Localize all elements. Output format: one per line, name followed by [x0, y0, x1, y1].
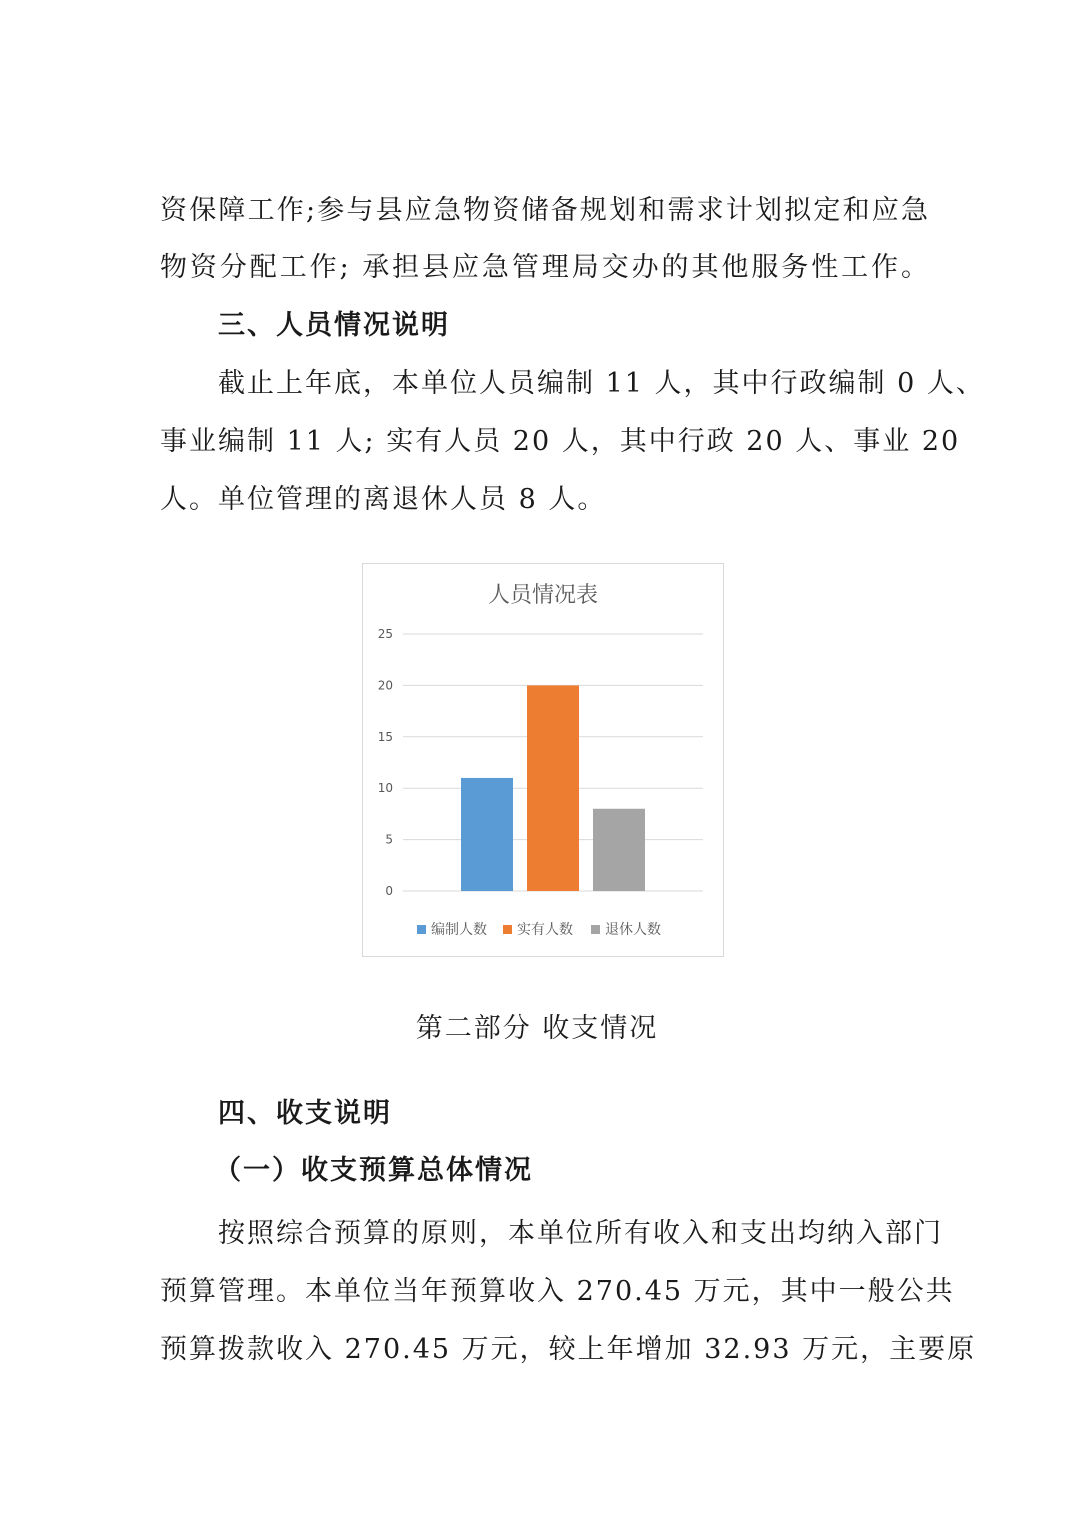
section-heading: 四、收支说明	[218, 1098, 392, 1129]
bar-3	[593, 809, 645, 891]
staff-chart	[362, 563, 724, 957]
y-tick-label: 15	[377, 729, 393, 744]
chart-title: 人员情况表	[487, 583, 599, 608]
y-tick-label: 10	[377, 781, 393, 796]
bar-1	[461, 778, 513, 891]
paragraph-line: 截止上年底，本单位人员编制 11 人，其中行政编制 0 人、	[218, 368, 985, 399]
part-title: 第二部分 收支情况	[415, 1013, 659, 1044]
paragraph-line: 资保障工作;参与县应急物资储备规划和需求计划拟定和应急	[160, 195, 930, 226]
legend-swatch	[417, 925, 426, 934]
legend-swatch	[591, 925, 600, 934]
paragraph-line: 事业编制 11 人; 实有人员 20 人，其中行政 20 人、事业 20	[160, 426, 961, 457]
legend-label: 退休人数	[605, 922, 661, 938]
subsection-heading: （一）收支预算总体情况	[214, 1155, 533, 1186]
chart-legend	[417, 921, 661, 938]
y-tick-label: 20	[377, 678, 393, 693]
section-heading: 三、人员情况说明	[218, 310, 450, 341]
y-tick-label: 5	[385, 832, 393, 847]
legend-label: 编制人数	[431, 922, 487, 938]
paragraph-line: 预算拨款收入 270.45 万元，较上年增加 32.93 万元，主要原	[160, 1334, 977, 1365]
bar-2	[527, 685, 579, 891]
y-tick-label: 0	[385, 884, 393, 898]
chart-svg	[363, 564, 723, 956]
paragraph-line: 预算管理。本单位当年预算收入 270.45 万元，其中一般公共	[160, 1276, 955, 1307]
legend-swatch	[503, 925, 512, 934]
paragraph-line: 按照综合预算的原则，本单位所有收入和支出均纳入部门	[218, 1218, 943, 1249]
paragraph-line: 物资分配工作; 承担县应急管理局交办的其他服务性工作。	[160, 252, 930, 283]
paragraph-line: 人。单位管理的离退休人员 8 人。	[160, 484, 607, 515]
y-tick-label: 25	[377, 627, 393, 641]
legend-label: 实有人数	[517, 922, 573, 938]
